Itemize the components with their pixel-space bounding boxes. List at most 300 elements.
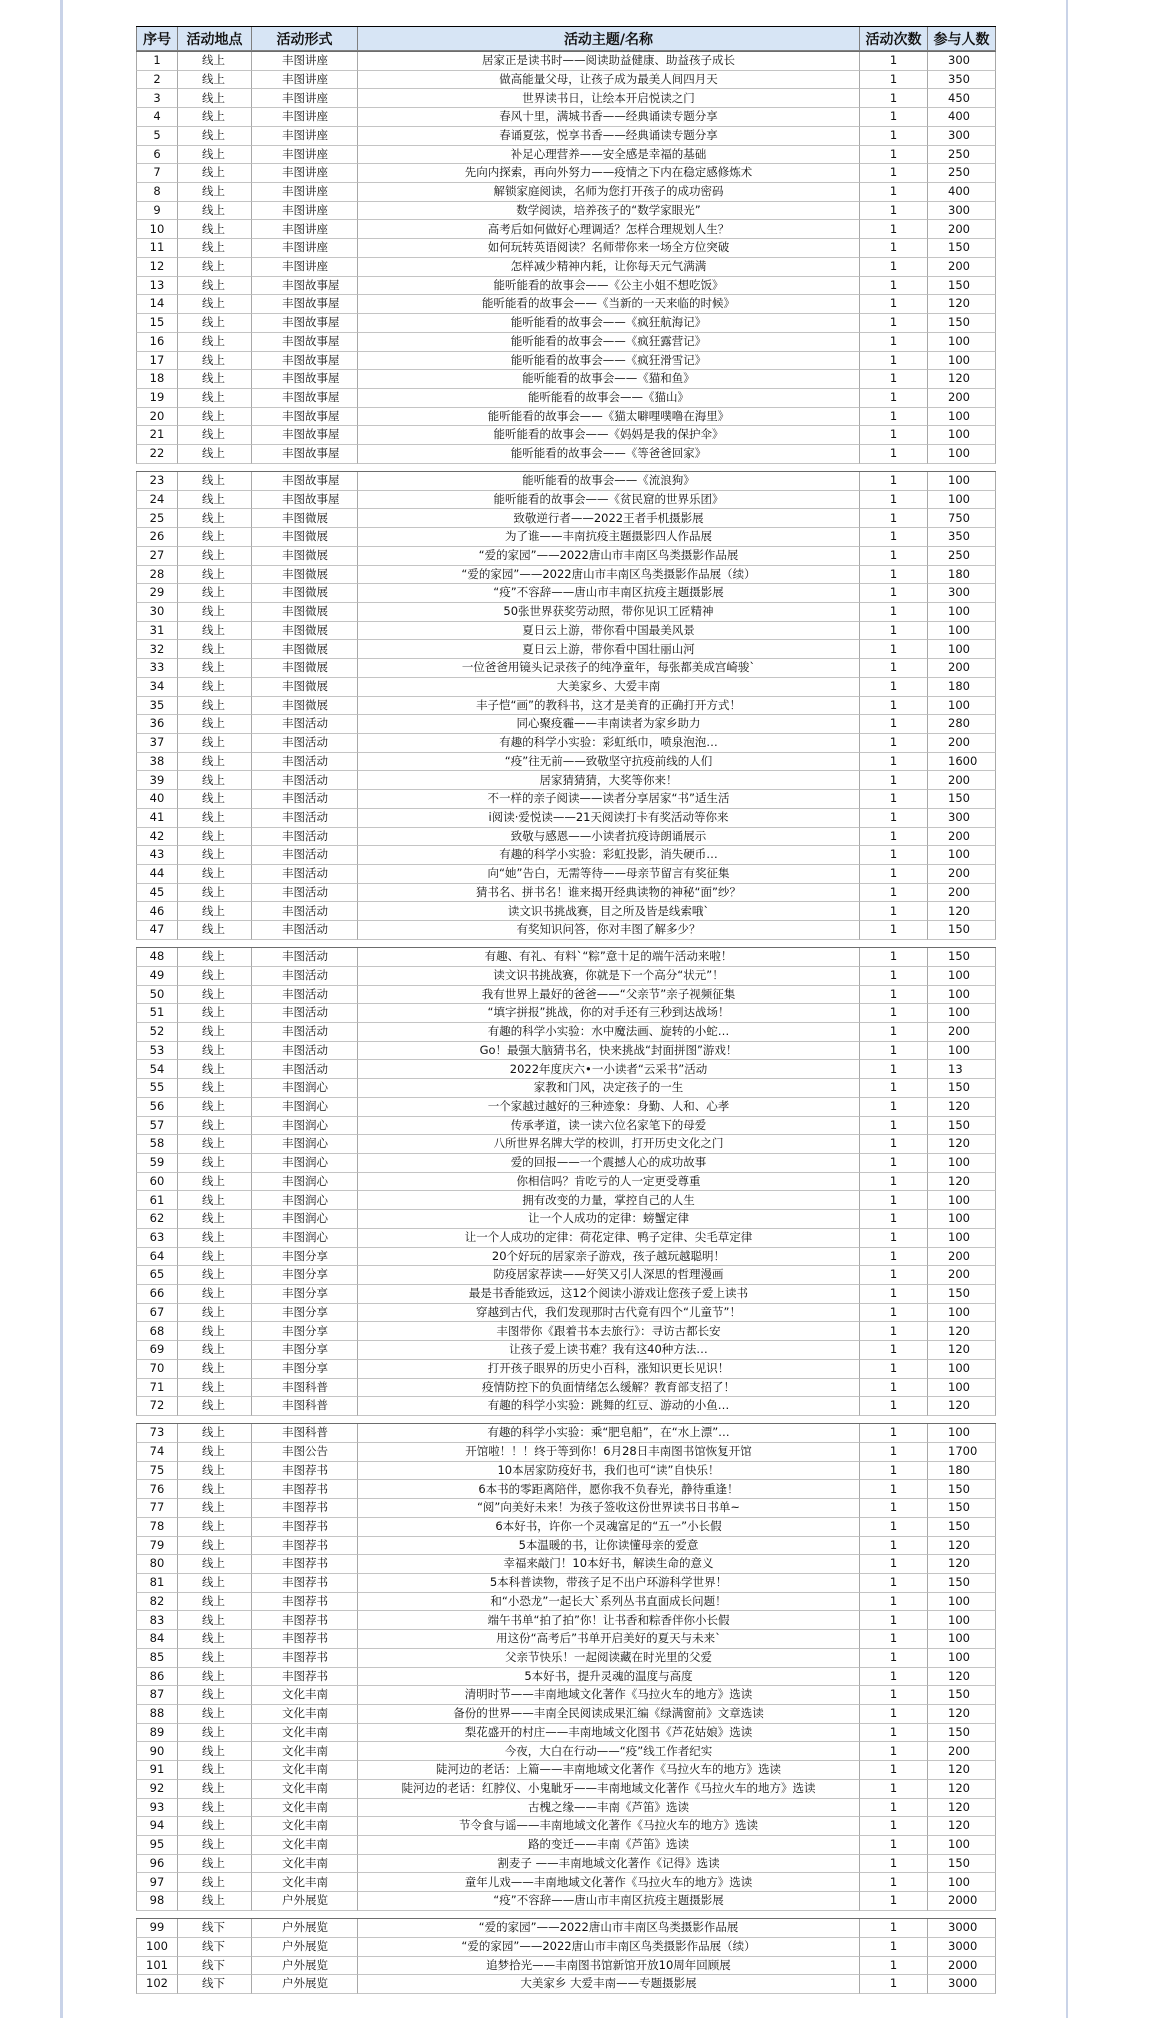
cell-location: 线上 xyxy=(178,1668,252,1687)
cell-participants: 100 xyxy=(928,333,996,352)
cell-form: 文化丰南 xyxy=(252,1780,358,1799)
cell-participants: 300 xyxy=(928,52,996,71)
table-row xyxy=(136,445,996,464)
cell-title: 陡河边的老话：上篇——丰南地域文化著作《马拉火车的地方》选读 xyxy=(358,1761,860,1780)
cell-location: 线上 xyxy=(178,1799,252,1818)
cell-title: 能听能看的故事会——《当新的一天来临的时候》 xyxy=(358,295,860,314)
cell-index: 51 xyxy=(136,1004,178,1023)
cell-form: 丰图活动 xyxy=(252,753,358,772)
cell-participants: 100 xyxy=(928,472,996,491)
cell-count: 1 xyxy=(860,408,928,427)
table-row xyxy=(136,1537,996,1556)
cell-form: 丰图活动 xyxy=(252,884,358,903)
cell-count: 1 xyxy=(860,1649,928,1668)
cell-participants: 1700 xyxy=(928,1443,996,1462)
cell-count: 1 xyxy=(860,277,928,296)
cell-participants: 100 xyxy=(928,640,996,659)
cell-form: 丰图荐书 xyxy=(252,1462,358,1481)
cell-form: 丰图分享 xyxy=(252,1266,358,1285)
table-section xyxy=(136,1918,996,1994)
cell-form: 丰图讲座 xyxy=(252,164,358,183)
cell-location: 线上 xyxy=(178,846,252,865)
cell-form: 丰图故事屋 xyxy=(252,295,358,314)
cell-form: 丰图润心 xyxy=(252,1154,358,1173)
cell-index: 23 xyxy=(136,472,178,491)
table-row xyxy=(136,1686,996,1705)
cell-participants: 180 xyxy=(928,566,996,585)
cell-form: 丰图故事屋 xyxy=(252,472,358,491)
cell-form: 丰图活动 xyxy=(252,828,358,847)
cell-form: 丰图荐书 xyxy=(252,1649,358,1668)
table-row xyxy=(136,753,996,772)
cell-location: 线下 xyxy=(178,1975,252,1994)
cell-title: 有奖知识问答，你对丰图了解多少？ xyxy=(358,921,860,940)
cell-index: 6 xyxy=(136,146,178,165)
cell-title: Go！最强大脑猜书名，快来挑战“封面拼图”游戏！ xyxy=(358,1042,860,1061)
cell-participants: 100 xyxy=(928,1210,996,1229)
table-row xyxy=(136,640,996,659)
cell-form: 丰图荐书 xyxy=(252,1537,358,1556)
table-row xyxy=(136,809,996,828)
cell-form: 文化丰南 xyxy=(252,1742,358,1761)
table-row xyxy=(136,1668,996,1687)
cell-index: 1 xyxy=(136,52,178,71)
cell-title: 父亲节快乐！一起阅读藏在时光里的父爱 xyxy=(358,1649,860,1668)
cell-location: 线上 xyxy=(178,828,252,847)
table-row xyxy=(136,1724,996,1743)
cell-form: 丰图故事屋 xyxy=(252,277,358,296)
header-form: 活动形式 xyxy=(252,27,358,51)
cell-count: 1 xyxy=(860,1724,928,1743)
cell-count: 1 xyxy=(860,1135,928,1154)
cell-form: 文化丰南 xyxy=(252,1705,358,1724)
cell-count: 1 xyxy=(860,183,928,202)
cell-location: 线上 xyxy=(178,1154,252,1173)
table-row xyxy=(136,258,996,277)
table-row xyxy=(136,1443,996,1462)
table-row xyxy=(136,828,996,847)
cell-location: 线上 xyxy=(178,1042,252,1061)
cell-participants: 250 xyxy=(928,164,996,183)
cell-location: 线上 xyxy=(178,1191,252,1210)
cell-participants: 150 xyxy=(928,1686,996,1705)
cell-title: 和“小恐龙”一起长大`系列丛书直面成长问题！ xyxy=(358,1593,860,1612)
cell-index: 14 xyxy=(136,295,178,314)
cell-participants: 150 xyxy=(928,1117,996,1136)
cell-form: 丰图活动 xyxy=(252,1060,358,1079)
cell-title: 致敬与感恩——小读者抗疫诗朗诵展示 xyxy=(358,828,860,847)
cell-location: 线上 xyxy=(178,715,252,734)
cell-participants: 150 xyxy=(928,239,996,258)
cell-title: 童年儿戏——丰南地域文化著作《马拉火车的地方》选读 xyxy=(358,1873,860,1892)
cell-form: 丰图故事屋 xyxy=(252,491,358,510)
cell-title: 防疫居家荐读——好笑又引人深思的哲理漫画 xyxy=(358,1266,860,1285)
table-row xyxy=(136,948,996,967)
cell-count: 1 xyxy=(860,1397,928,1416)
cell-count: 1 xyxy=(860,1611,928,1630)
cell-title: 读文识书挑战赛，你就是下一个高分“状元”！ xyxy=(358,967,860,986)
cell-location: 线上 xyxy=(178,528,252,547)
cell-location: 线上 xyxy=(178,1135,252,1154)
cell-location: 线上 xyxy=(178,921,252,940)
cell-form: 户外展览 xyxy=(252,1957,358,1976)
cell-location: 线上 xyxy=(178,753,252,772)
cell-index: 32 xyxy=(136,640,178,659)
cell-participants: 3000 xyxy=(928,1938,996,1957)
cell-participants: 250 xyxy=(928,146,996,165)
cell-participants: 180 xyxy=(928,678,996,697)
cell-location: 线上 xyxy=(178,1023,252,1042)
cell-location: 线上 xyxy=(178,509,252,528)
cell-form: 丰图科普 xyxy=(252,1397,358,1416)
cell-count: 1 xyxy=(860,258,928,277)
cell-participants: 120 xyxy=(928,1780,996,1799)
cell-location: 线上 xyxy=(178,1004,252,1023)
cell-location: 线上 xyxy=(178,1836,252,1855)
cell-index: 81 xyxy=(136,1574,178,1593)
cell-title: 节令食与谣——丰南地域文化著作《马拉火车的地方》选读 xyxy=(358,1817,860,1836)
cell-form: 丰图讲座 xyxy=(252,89,358,108)
table-row xyxy=(136,1117,996,1136)
cell-location: 线上 xyxy=(178,183,252,202)
cell-index: 62 xyxy=(136,1210,178,1229)
cell-location: 线上 xyxy=(178,1248,252,1267)
cell-index: 30 xyxy=(136,603,178,622)
cell-index: 45 xyxy=(136,884,178,903)
table-row xyxy=(136,1248,996,1267)
table-row xyxy=(136,1919,996,1938)
cell-title: 清明时节——丰南地域文化著作《马拉火车的地方》选读 xyxy=(358,1686,860,1705)
cell-index: 90 xyxy=(136,1742,178,1761)
cell-location: 线上 xyxy=(178,445,252,464)
table-row xyxy=(136,584,996,603)
cell-index: 5 xyxy=(136,127,178,146)
cell-form: 丰图故事屋 xyxy=(252,352,358,371)
cell-count: 1 xyxy=(860,1499,928,1518)
cell-count: 1 xyxy=(860,846,928,865)
cell-index: 74 xyxy=(136,1443,178,1462)
cell-form: 户外展览 xyxy=(252,1975,358,1994)
cell-location: 线上 xyxy=(178,239,252,258)
cell-participants: 120 xyxy=(928,1817,996,1836)
cell-title: 数学阅读，培养孩子的“数学家眼光” xyxy=(358,202,860,221)
cell-index: 53 xyxy=(136,1042,178,1061)
table-row xyxy=(136,472,996,491)
cell-form: 丰图讲座 xyxy=(252,183,358,202)
header-index: 序号 xyxy=(136,27,178,51)
cell-form: 户外展览 xyxy=(252,1892,358,1911)
cell-index: 91 xyxy=(136,1761,178,1780)
table-row xyxy=(136,884,996,903)
cell-index: 2 xyxy=(136,71,178,90)
table-row xyxy=(136,1957,996,1976)
cell-title: 向“她”告白，无需等待——母亲节留言有奖征集 xyxy=(358,865,860,884)
cell-participants: 100 xyxy=(928,1630,996,1649)
table-section xyxy=(136,51,996,464)
cell-location: 线上 xyxy=(178,584,252,603)
cell-title: 10本居家防疫好书，我们也可“读”自快乐！ xyxy=(358,1462,860,1481)
cell-title: 补足心理营养——安全感是幸福的基础 xyxy=(358,146,860,165)
cell-location: 线上 xyxy=(178,640,252,659)
cell-location: 线上 xyxy=(178,127,252,146)
cell-participants: 100 xyxy=(928,426,996,445)
cell-count: 1 xyxy=(860,1462,928,1481)
cell-count: 1 xyxy=(860,528,928,547)
table-row xyxy=(136,659,996,678)
cell-participants: 150 xyxy=(928,790,996,809)
cell-form: 丰图活动 xyxy=(252,902,358,921)
cell-form: 丰图润心 xyxy=(252,1135,358,1154)
cell-count: 1 xyxy=(860,809,928,828)
cell-title: 能听能看的故事会——《等爸爸回家》 xyxy=(358,445,860,464)
cell-count: 1 xyxy=(860,164,928,183)
table-row xyxy=(136,1154,996,1173)
cell-location: 线上 xyxy=(178,986,252,1005)
cell-title: 读文识书挑战赛，目之所及皆是线索哦` xyxy=(358,902,860,921)
cell-participants: 100 xyxy=(928,491,996,510)
cell-participants: 200 xyxy=(928,220,996,239)
cell-form: 文化丰南 xyxy=(252,1686,358,1705)
cell-form: 文化丰南 xyxy=(252,1855,358,1874)
cell-location: 线上 xyxy=(178,1443,252,1462)
cell-form: 丰图故事屋 xyxy=(252,426,358,445)
cell-title: 大美家乡 大爱丰南——专题摄影展 xyxy=(358,1975,860,1994)
cell-index: 8 xyxy=(136,183,178,202)
cell-form: 丰图润心 xyxy=(252,1117,358,1136)
cell-title: 丰图带你《跟着书本去旅行》：寻访古都长安 xyxy=(358,1322,860,1341)
cell-index: 72 xyxy=(136,1397,178,1416)
cell-form: 丰图润心 xyxy=(252,1079,358,1098)
cell-count: 1 xyxy=(860,967,928,986)
cell-form: 丰图微展 xyxy=(252,584,358,603)
cell-form: 丰图分享 xyxy=(252,1322,358,1341)
cell-title: 梨花盛开的村庄——丰南地域文化图书《芦花姑娘》选读 xyxy=(358,1724,860,1743)
cell-count: 1 xyxy=(860,1855,928,1874)
cell-count: 1 xyxy=(860,1957,928,1976)
cell-form: 文化丰南 xyxy=(252,1817,358,1836)
cell-title: 拥有改变的力量，掌控自己的人生 xyxy=(358,1191,860,1210)
cell-location: 线上 xyxy=(178,1780,252,1799)
cell-title: 能听能看的故事会——《疯狂露营记》 xyxy=(358,333,860,352)
cell-index: 60 xyxy=(136,1173,178,1192)
cell-index: 66 xyxy=(136,1285,178,1304)
cell-location: 线上 xyxy=(178,1817,252,1836)
cell-title: 有趣的科学小实验：水中魔法画、旋转的小蛇… xyxy=(358,1023,860,1042)
cell-participants: 150 xyxy=(928,1285,996,1304)
cell-index: 92 xyxy=(136,1780,178,1799)
cell-location: 线上 xyxy=(178,370,252,389)
cell-title: 有趣的科学小实验：彩虹纸巾，喷泉泡泡… xyxy=(358,734,860,753)
cell-form: 丰图微展 xyxy=(252,697,358,716)
table-row xyxy=(136,1462,996,1481)
cell-count: 1 xyxy=(860,1761,928,1780)
cell-location: 线上 xyxy=(178,1117,252,1136)
cell-title: “爱的家园”——2022唐山市丰南区鸟类摄影作品展（续） xyxy=(358,1938,860,1957)
cell-location: 线上 xyxy=(178,902,252,921)
cell-count: 1 xyxy=(860,640,928,659)
cell-form: 丰图故事屋 xyxy=(252,445,358,464)
cell-count: 1 xyxy=(860,678,928,697)
cell-index: 39 xyxy=(136,771,178,790)
table-row xyxy=(136,1360,996,1379)
table-row xyxy=(136,1817,996,1836)
cell-participants: 100 xyxy=(928,697,996,716)
cell-location: 线上 xyxy=(178,547,252,566)
cell-participants: 100 xyxy=(928,967,996,986)
cell-index: 63 xyxy=(136,1229,178,1248)
cell-count: 1 xyxy=(860,509,928,528)
cell-title: 能听能看的故事会——《猫太噼哩噗噜在海里》 xyxy=(358,408,860,427)
cell-form: 丰图故事屋 xyxy=(252,333,358,352)
cell-form: 丰图科普 xyxy=(252,1424,358,1443)
table-row xyxy=(136,986,996,1005)
cell-index: 52 xyxy=(136,1023,178,1042)
cell-participants: 13 xyxy=(928,1060,996,1079)
cell-location: 线上 xyxy=(178,1079,252,1098)
cell-location: 线上 xyxy=(178,71,252,90)
cell-count: 1 xyxy=(860,865,928,884)
table-row xyxy=(136,1397,996,1416)
table-row xyxy=(136,1304,996,1323)
cell-index: 21 xyxy=(136,426,178,445)
cell-participants: 100 xyxy=(928,1154,996,1173)
cell-title: 世界读书日，让绘本开启悦读之门 xyxy=(358,89,860,108)
cell-location: 线上 xyxy=(178,220,252,239)
table-row xyxy=(136,1173,996,1192)
table-row xyxy=(136,127,996,146)
cell-location: 线上 xyxy=(178,603,252,622)
table-row xyxy=(136,1761,996,1780)
cell-title: 最是书香能致远，这12个阅读小游戏让您孩子爱上读书 xyxy=(358,1285,860,1304)
table-row xyxy=(136,239,996,258)
cell-form: 丰图活动 xyxy=(252,790,358,809)
cell-title: “爱的家园”——2022唐山市丰南区鸟类摄影作品展 xyxy=(358,547,860,566)
table-row xyxy=(136,1210,996,1229)
cell-location: 线上 xyxy=(178,1360,252,1379)
cell-index: 15 xyxy=(136,314,178,333)
cell-index: 34 xyxy=(136,678,178,697)
table-row xyxy=(136,1892,996,1911)
cell-location: 线上 xyxy=(178,1341,252,1360)
cell-location: 线上 xyxy=(178,89,252,108)
table-row xyxy=(136,1593,996,1612)
cell-index: 46 xyxy=(136,902,178,921)
page-edge-right xyxy=(1066,0,1068,2018)
cell-form: 丰图活动 xyxy=(252,986,358,1005)
cell-index: 18 xyxy=(136,370,178,389)
cell-count: 1 xyxy=(860,1836,928,1855)
cell-index: 75 xyxy=(136,1462,178,1481)
cell-title: 一个家越过越好的三种迹象：身勤、人和、心孝 xyxy=(358,1098,860,1117)
cell-count: 1 xyxy=(860,426,928,445)
cell-location: 线上 xyxy=(178,164,252,183)
cell-title: 有趣的科学小实验：乘“肥皂船”，在“水上漂”… xyxy=(358,1424,860,1443)
cell-count: 1 xyxy=(860,52,928,71)
cell-form: 丰图润心 xyxy=(252,1191,358,1210)
cell-index: 87 xyxy=(136,1686,178,1705)
cell-location: 线上 xyxy=(178,1649,252,1668)
cell-count: 1 xyxy=(860,127,928,146)
cell-count: 1 xyxy=(860,622,928,641)
table-row xyxy=(136,1060,996,1079)
cell-index: 42 xyxy=(136,828,178,847)
cell-participants: 400 xyxy=(928,183,996,202)
cell-participants: 150 xyxy=(928,277,996,296)
cell-location: 线上 xyxy=(178,146,252,165)
table-row xyxy=(136,603,996,622)
table-row xyxy=(136,1341,996,1360)
cell-location: 线上 xyxy=(178,678,252,697)
cell-count: 1 xyxy=(860,1079,928,1098)
cell-location: 线上 xyxy=(178,472,252,491)
cell-participants: 150 xyxy=(928,921,996,940)
table-row xyxy=(136,314,996,333)
cell-index: 57 xyxy=(136,1117,178,1136)
cell-index: 71 xyxy=(136,1379,178,1398)
cell-participants: 250 xyxy=(928,547,996,566)
cell-count: 1 xyxy=(860,603,928,622)
cell-count: 1 xyxy=(860,1117,928,1136)
cell-form: 丰图微展 xyxy=(252,678,358,697)
cell-index: 13 xyxy=(136,277,178,296)
cell-count: 1 xyxy=(860,71,928,90)
cell-participants: 200 xyxy=(928,659,996,678)
cell-count: 1 xyxy=(860,370,928,389)
cell-title: 割麦子 ——丰南地域文化著作《记得》选读 xyxy=(358,1855,860,1874)
cell-title: 端午书单“拍了拍”你！让书香和粽香伴你小长假 xyxy=(358,1611,860,1630)
cell-form: 丰图活动 xyxy=(252,1004,358,1023)
cell-participants: 2000 xyxy=(928,1957,996,1976)
cell-participants: 100 xyxy=(928,1424,996,1443)
cell-index: 78 xyxy=(136,1518,178,1537)
cell-form: 丰图活动 xyxy=(252,967,358,986)
cell-title: 打开孩子眼界的历史小百科，涨知识更长见识！ xyxy=(358,1360,860,1379)
cell-index: 38 xyxy=(136,753,178,772)
cell-participants: 120 xyxy=(928,1341,996,1360)
table-row xyxy=(136,202,996,221)
cell-location: 线上 xyxy=(178,1285,252,1304)
cell-title: 能听能看的故事会——《妈妈是我的保护伞》 xyxy=(358,426,860,445)
cell-count: 1 xyxy=(860,1360,928,1379)
cell-participants: 300 xyxy=(928,809,996,828)
cell-index: 54 xyxy=(136,1060,178,1079)
cell-form: 丰图活动 xyxy=(252,865,358,884)
cell-title: “填字拼报”挑战，你的对手还有三秒到达战场！ xyxy=(358,1004,860,1023)
cell-index: 101 xyxy=(136,1957,178,1976)
cell-participants: 150 xyxy=(928,314,996,333)
cell-title: 今夜，大白在行动——“疫”线工作者纪实 xyxy=(358,1742,860,1761)
cell-location: 线上 xyxy=(178,1379,252,1398)
table-row xyxy=(136,1023,996,1042)
cell-index: 19 xyxy=(136,389,178,408)
cell-title: 丰子恺“画”的教科书，这才是美育的正确打开方式！ xyxy=(358,697,860,716)
cell-title: 做高能量父母，让孩子成为最美人间四月天 xyxy=(358,71,860,90)
header-title: 活动主题/名称 xyxy=(358,27,860,51)
cell-title: 5本温暖的书，让你读懂母亲的爱意 xyxy=(358,1537,860,1556)
cell-participants: 200 xyxy=(928,771,996,790)
cell-title: 20个好玩的居家亲子游戏，孩子越玩越聪明！ xyxy=(358,1248,860,1267)
cell-count: 1 xyxy=(860,659,928,678)
cell-title: 有趣、有礼、有料`“粽”意十足的端午活动来啦！ xyxy=(358,948,860,967)
cell-count: 1 xyxy=(860,1285,928,1304)
cell-index: 83 xyxy=(136,1611,178,1630)
cell-title: 能听能看的故事会——《疯狂滑雪记》 xyxy=(358,352,860,371)
cell-participants: 3000 xyxy=(928,1919,996,1938)
cell-participants: 120 xyxy=(928,1173,996,1192)
cell-form: 丰图故事屋 xyxy=(252,389,358,408)
cell-count: 1 xyxy=(860,771,928,790)
cell-location: 线上 xyxy=(178,1322,252,1341)
